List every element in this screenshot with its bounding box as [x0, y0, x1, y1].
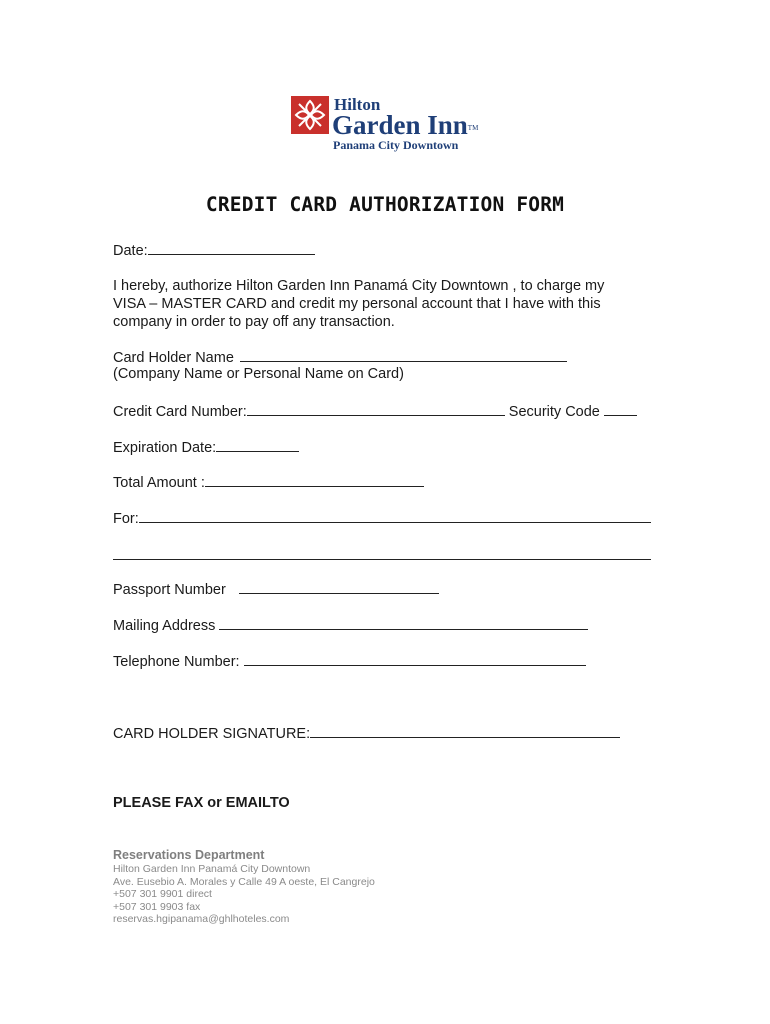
expiration-date-field[interactable]	[216, 438, 299, 452]
credit-card-number-field[interactable]	[247, 402, 505, 416]
card-holder-note: (Company Name or Personal Name on Card)	[113, 366, 404, 382]
footer-email[interactable]: reservas.hgipanama@ghlhoteles.com	[113, 913, 290, 926]
card-holder-field[interactable]	[240, 348, 567, 362]
footer-fax: +507 301 9903 fax	[113, 900, 201, 913]
authorization-line-2: VISA – MASTER CARD and credit my personal account that I have with this	[113, 296, 601, 312]
authorization-paragraph	[113, 277, 673, 331]
contact-footer	[113, 847, 375, 926]
logo-trademark: TM	[467, 124, 479, 132]
for-field-second-line[interactable]	[113, 559, 651, 560]
expiration-row	[113, 438, 299, 456]
fax-email-instruction: PLEASE FAX or EMAILTO	[113, 795, 290, 811]
security-code-field[interactable]	[604, 402, 637, 416]
signature-label: CARD HOLDER SIGNATURE:	[113, 726, 311, 742]
footer-hotel-name: Hilton Garden Inn Panamá City Downtown	[113, 863, 311, 875]
mailing-address-label: Mailing Address	[113, 618, 216, 634]
telephone-number-label: Telephone Number:	[113, 654, 240, 670]
logo-brand-garden-inn	[332, 110, 478, 140]
date-row	[113, 241, 315, 259]
card-holder-label: Card Holder Name	[113, 350, 234, 366]
footer-address: Ave. Eusebio A. Morales y Calle 49 A oeste, El Cangrejo	[113, 875, 375, 888]
date-field[interactable]	[148, 241, 315, 255]
total-amount-label: Total Amount :	[113, 475, 205, 491]
for-row	[113, 509, 651, 527]
logo-brand-hilton: Hilton	[334, 95, 381, 114]
signature-row	[113, 724, 620, 742]
hilton-garden-inn-flower-icon	[291, 96, 329, 134]
total-amount-row	[113, 473, 424, 491]
mailing-address-field[interactable]	[219, 616, 588, 630]
security-code-label: Security Code	[508, 404, 600, 420]
signature-field[interactable]	[310, 724, 620, 738]
hotel-logo	[291, 96, 491, 156]
logo-garden-text: Garden Inn	[332, 110, 468, 140]
passport-number-field[interactable]	[239, 580, 439, 594]
footer-phone: +507 301 9901 direct	[113, 888, 212, 901]
total-amount-field[interactable]	[205, 473, 424, 487]
passport-row	[113, 580, 439, 598]
telephone-row	[113, 652, 586, 670]
authorization-line-1: I hereby, authorize Hilton Garden Inn Panamá City Downtown , to charge my	[113, 278, 605, 294]
telephone-number-field[interactable]	[244, 652, 586, 666]
logo-location: Panama City Downtown	[333, 138, 459, 152]
passport-number-label: Passport Number	[113, 582, 226, 598]
for-field[interactable]	[139, 509, 651, 523]
for-label: For:	[113, 511, 139, 527]
reservations-department: Reservations Department	[113, 848, 265, 862]
mailing-address-row	[113, 616, 588, 634]
form-title: CREDIT CARD AUTHORIZATION FORM	[205, 193, 565, 216]
card-holder-row	[113, 348, 567, 366]
credit-card-row	[113, 402, 637, 420]
date-label: Date:	[113, 243, 148, 259]
authorization-line-3: company in order to pay off any transaction.	[113, 314, 395, 330]
expiration-date-label: Expiration Date:	[113, 440, 217, 456]
credit-card-number-label: Credit Card Number:	[113, 404, 247, 420]
